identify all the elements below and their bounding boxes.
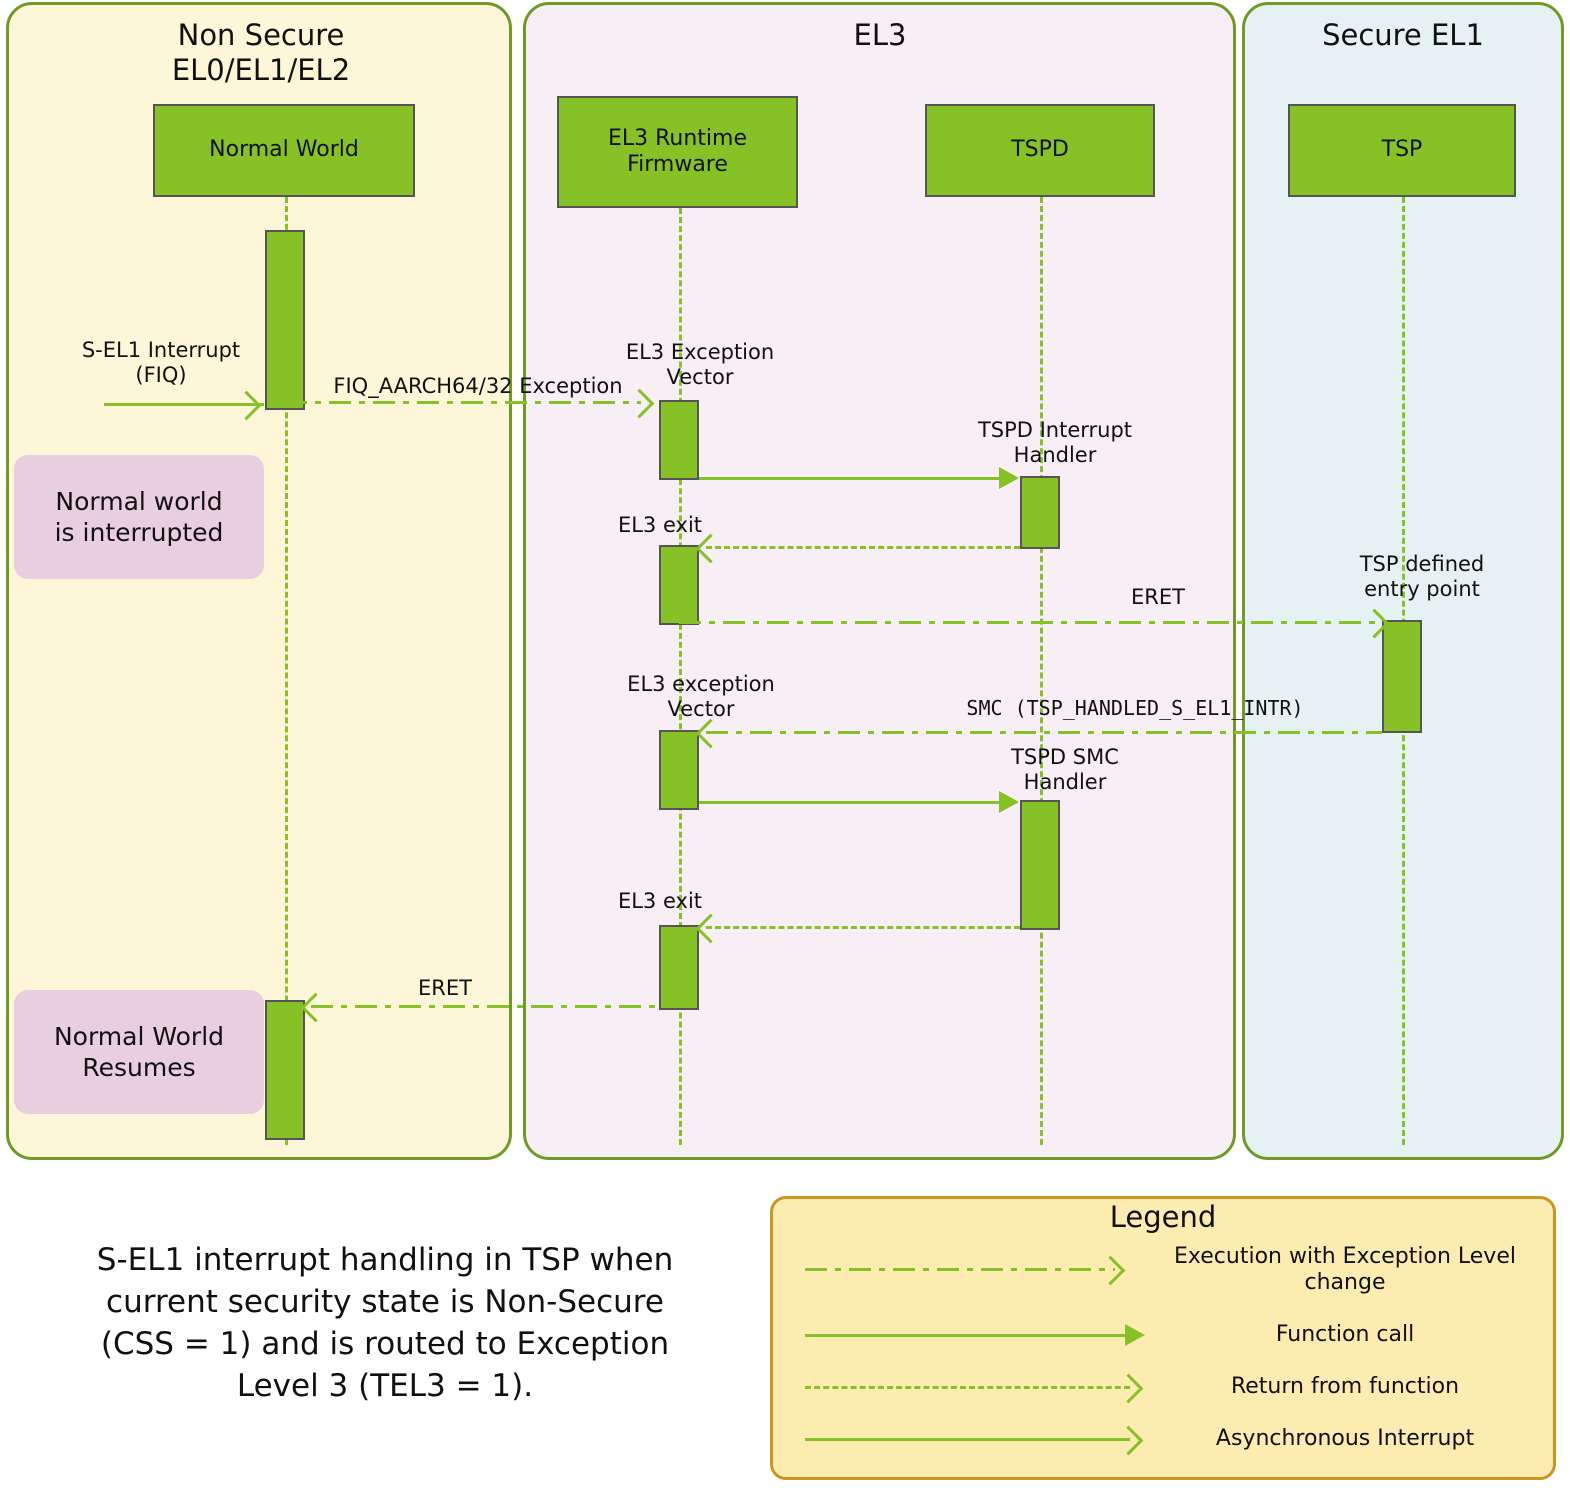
lifeline-tspd <box>1040 197 1043 1145</box>
label-eret-1: ERET <box>1131 585 1185 609</box>
arrow-line-smc-tsp-handled <box>706 731 1382 734</box>
caption-line4: Level 3 (TEL3 = 1). <box>236 1367 534 1404</box>
caption-line3: (CSS = 1) and is routed to Exception <box>100 1325 670 1362</box>
label-tspd-smc-handler-line2: Handler <box>1023 770 1107 795</box>
activation-tspd-1 <box>1020 476 1060 549</box>
diagram-caption <box>40 1240 730 1407</box>
activation-normal-world-2 <box>265 1000 305 1140</box>
label-el3-exit-1: EL3 exit <box>617 513 703 537</box>
actor-tspd: TSPD <box>925 104 1155 197</box>
note-interrupted-line2: is interrupted <box>54 518 224 547</box>
caption-line2: current security state is Non-Secure <box>106 1283 664 1320</box>
label-el3-exit-2: EL3 exit <box>617 889 703 913</box>
caption-line1: S-EL1 interrupt handling in TSP when <box>96 1242 674 1278</box>
arrow-line-tspd-interrupt-handler <box>699 477 999 480</box>
lane-title-non-secure-line1: Non Secure <box>177 18 345 52</box>
label-s-el1-interrupt <box>36 338 286 388</box>
note-interrupted-line1: Normal world <box>55 486 223 516</box>
arrowhead-tspd-interrupt-handler <box>999 467 1019 489</box>
legend-line-async-interrupt <box>805 1438 1130 1441</box>
label-el3-exception-vector-2-line2: Vector <box>667 697 735 722</box>
label-s-el1-interrupt-line1: S-EL1 Interrupt <box>81 338 241 362</box>
legend-label-execution-el-change-line1: Execution with Exception Level <box>1174 1244 1516 1269</box>
actor-el3-runtime-firmware: EL3 Runtime Firmware <box>557 96 798 208</box>
legend-line-return-from-function <box>805 1386 1130 1389</box>
label-el3-exception-vector-2-line1: EL3 exception <box>627 672 775 696</box>
arrow-line-eret-2 <box>311 1005 679 1008</box>
legend-line-function-call <box>805 1334 1130 1337</box>
arrow-line-el3-exit-1 <box>706 546 1020 549</box>
legend-arrowhead-function-call <box>1125 1324 1145 1346</box>
activation-tspd-2 <box>1020 800 1060 930</box>
activation-el3-3 <box>659 730 699 810</box>
arrow-line-eret-1 <box>679 621 1379 624</box>
lane-title-non-secure-line2: EL0/EL1/EL2 <box>171 53 351 88</box>
label-el3-exception-vector-1-line1: EL3 Exception <box>625 340 775 364</box>
lane-title-non-secure <box>56 18 466 89</box>
legend-line-execution-el-change <box>805 1268 1115 1271</box>
activation-el3-1 <box>659 400 699 480</box>
label-smc-tsp-handled: SMC (TSP_HANDLED_S_EL1_INTR) <box>966 696 1304 720</box>
label-tspd-interrupt-handler-line2: Handler <box>1013 443 1097 468</box>
label-tspd-smc-handler <box>965 745 1165 795</box>
label-el3-exception-vector-2 <box>596 672 806 722</box>
note-normal-world-resumes <box>14 990 264 1114</box>
legend-label-function-call: Function call <box>1275 1322 1415 1347</box>
actor-tsp: TSP <box>1288 104 1516 197</box>
label-tspd-smc-handler-line1: TSPD SMC <box>1011 745 1119 769</box>
label-el3-exception-vector-1 <box>600 340 800 390</box>
label-tsp-entry-point-line1: TSP defined <box>1359 552 1485 576</box>
label-tspd-interrupt-handler-line1: TSPD Interrupt <box>977 418 1133 442</box>
note-normal-world-interrupted <box>14 455 264 579</box>
note-resumes-line1: Normal World <box>53 1021 225 1051</box>
label-tsp-entry-point-line2: entry point <box>1364 577 1480 602</box>
label-fiq-exception: FIQ_AARCH64/32 Exception <box>333 374 623 398</box>
activation-el3-2 <box>659 545 699 625</box>
activation-el3-4 <box>659 925 699 1010</box>
label-eret-2: ERET <box>418 976 472 1000</box>
lane-title-el3: EL3 <box>853 18 907 52</box>
legend-label-execution-el-change-line2: change <box>1304 1270 1386 1296</box>
note-resumes-line2: Resumes <box>82 1053 196 1082</box>
legend-label-return-from-function: Return from function <box>1230 1374 1460 1399</box>
lane-title-secure-el1: Secure EL1 <box>1322 18 1484 52</box>
legend-label-async-interrupt: Asynchronous Interrupt <box>1215 1426 1475 1451</box>
label-s-el1-interrupt-line2: (FIQ) <box>135 363 187 388</box>
arrow-line-el3-exit-2 <box>706 926 1020 929</box>
label-tsp-entry-point <box>1322 552 1522 602</box>
activation-tsp-1 <box>1382 620 1422 733</box>
legend-label-execution-el-change <box>1150 1244 1540 1297</box>
label-tspd-interrupt-handler <box>940 418 1170 468</box>
legend-title: Legend <box>1109 1200 1217 1234</box>
label-el3-exception-vector-1-line2: Vector <box>666 365 734 390</box>
actor-normal-world: Normal World <box>153 104 415 197</box>
arrow-line-tspd-smc-handler <box>699 801 999 804</box>
arrow-line-fiq-exception <box>285 401 641 404</box>
